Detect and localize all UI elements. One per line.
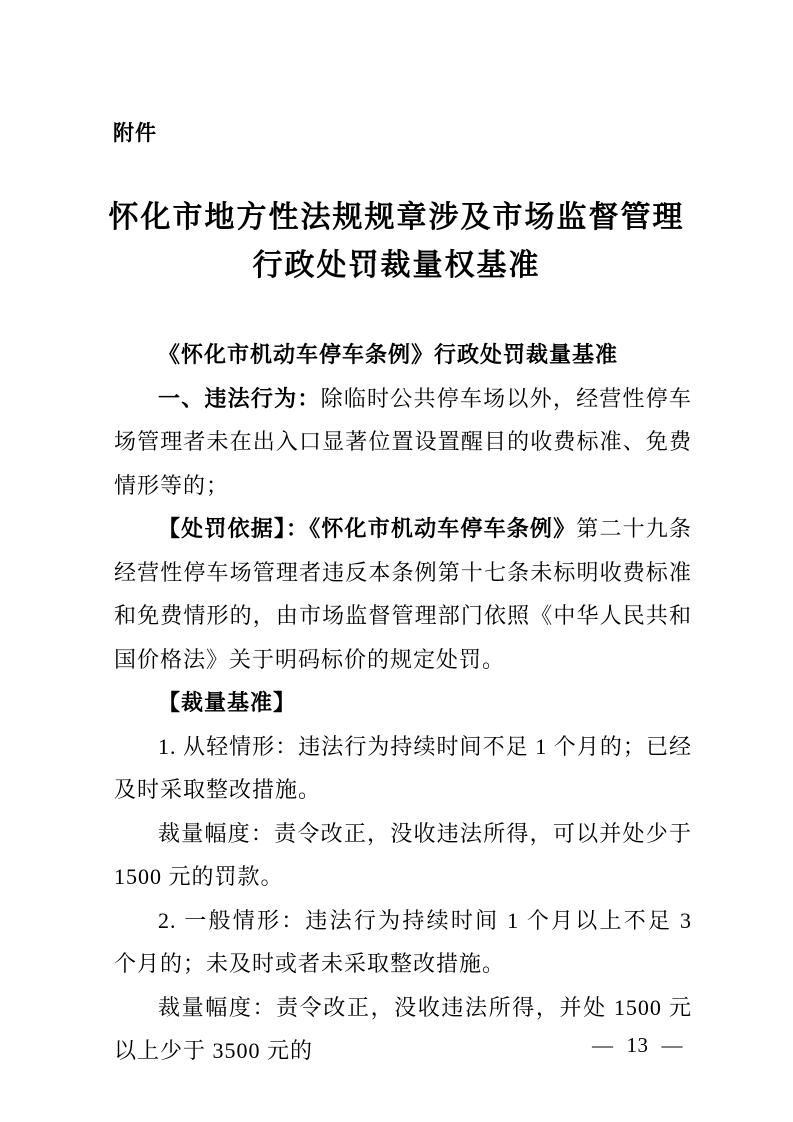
para-lenient-range-text: 裁量幅度：责令改正，没收违法所得，可以并处少于 1500 元的罚款。 (114, 820, 692, 889)
footer-dash-left: — (592, 1033, 614, 1057)
page-footer (592, 1032, 683, 1058)
para-general-range (114, 986, 692, 1073)
attachment-label: 附件 (113, 122, 157, 145)
para-violation-label: 一、违法行为： (158, 385, 321, 411)
para-penalty-basis-text: 第二十九条经营性停车场管理者违反本条例第十七条未标明收费标准和免费情形的，由市场监督管理部门依照《中华人民共和国价格法》关于明码标价的规定处罚。 (114, 516, 692, 672)
document-title (0, 194, 793, 290)
page-number: 13 (626, 1033, 649, 1057)
para-general-case (114, 899, 692, 986)
document-body (114, 333, 692, 1073)
para-violation-text: 除临时公共停车场以外，经营性停车场管理者未在出入口显著位置设置醒目的收费标准、免费情形等的； (114, 385, 692, 498)
para-general-range-text: 裁量幅度：责令改正，没收违法所得，并处 1500 元以上少于 3500 元的 (114, 994, 692, 1063)
para-penalty-basis-label: 【处罚依据】：《怀化市机动车停车条例》 (158, 516, 577, 541)
para-general-case-text: 2. 一般情形：违法行为持续时间 1 个月以上不足 3 个月的；未及时或者未采取整改措施。 (114, 907, 692, 976)
footer-dash-right: — (661, 1033, 683, 1057)
para-lenient-case-text: 1. 从轻情形：违法行为持续时间不足 1 个月的；已经及时采取整改措施。 (114, 733, 692, 802)
para-lenient-range (114, 812, 692, 899)
title-line-1: 怀化市地方性法规规章涉及市场监督管理 (108, 201, 685, 234)
para-penalty-basis (114, 507, 692, 681)
para-discretion-heading-label: 【裁量基准】 (158, 690, 297, 715)
para-violation (114, 377, 692, 508)
para-discretion-heading (114, 681, 692, 725)
section-heading-text: 《怀化市机动车停车条例》行政处罚裁量基准 (158, 342, 619, 367)
section-heading (114, 333, 692, 377)
para-lenient-case (114, 725, 692, 812)
title-line-2: 行政处罚裁量权基准 (252, 249, 541, 282)
